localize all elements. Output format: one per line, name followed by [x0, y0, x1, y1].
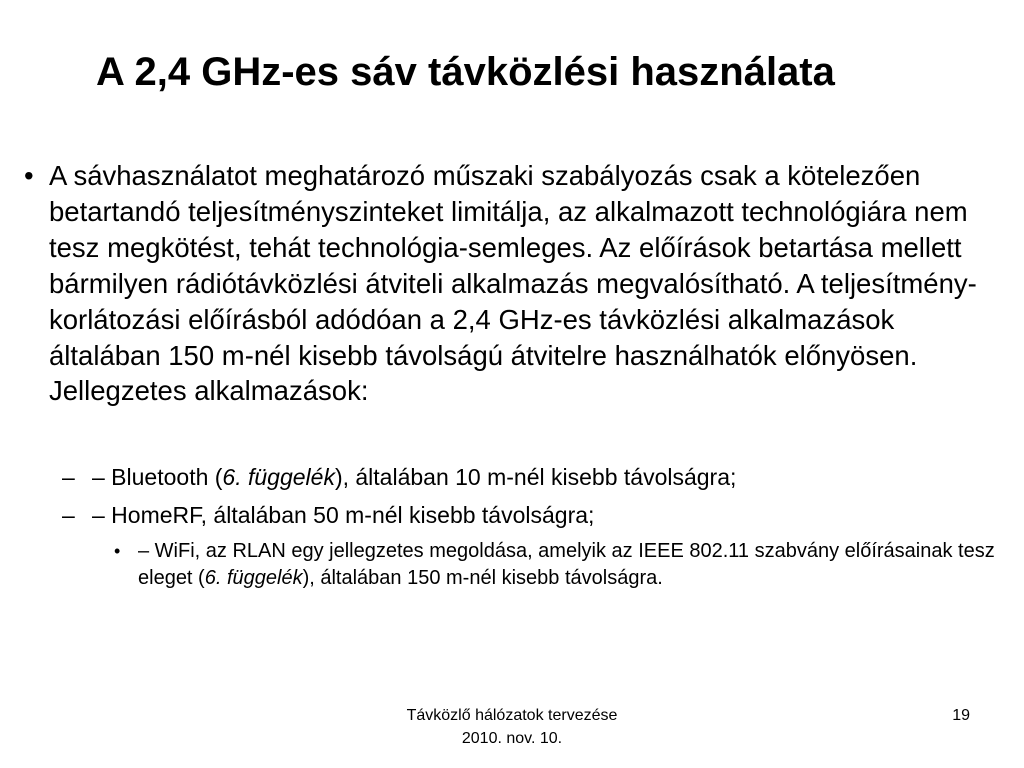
sub-sub-bullet-text: [138, 538, 1004, 591]
slide-title: A 2,4 GHz-es sáv távközlési használata: [96, 50, 835, 94]
bullet-marker: •: [24, 160, 34, 191]
main-bullet: [24, 158, 1009, 409]
sub-bullet-text: [92, 462, 962, 492]
footer: [352, 704, 672, 750]
footer-course-title: Távközlő hálózatok tervezése: [406, 707, 618, 724]
footer-date: 2010. nov. 10.: [461, 730, 563, 747]
sub-sub-bullet-wifi: [114, 538, 1004, 591]
sub-bullet-bluetooth: [62, 462, 962, 492]
dash-marker: –: [62, 502, 75, 528]
page-number: 19: [952, 707, 970, 724]
sub-sub-bullet-text-suffix: ), általában 150 m-nél kisebb távolságra.: [302, 566, 663, 589]
sub-bullet-text-prefix: – Bluetooth (: [92, 464, 223, 490]
sub-bullet-text: – HomeRF, általában 50 m-nél kisebb távolságra;: [92, 502, 595, 528]
dash-marker: –: [62, 464, 75, 490]
main-bullet-text: A sávhasználatot meghatározó műszaki szabályozás csak a kötelezően betartandó teljesítményszinteket limitálja, az alkalmazott technológiára nem tesz megkötést, tehát technológia-semleges. Az előírások betartása mellett bármilyen rádiótávközlési átviteli alkalmazás megvalósítható. A teljesítmény-korlátozási előírásból adódóan a 2,4 GHz-es távközlési alkalmazások általában 150 m-nél kisebb távolságú átvitelre használhatók előnyösen. Jellegzetes alkalmazások:: [49, 160, 977, 407]
appendix-reference: 6. függelék: [222, 464, 335, 490]
sub-bullet-homerf: [62, 500, 962, 530]
sub-sub-bullet-text-prefix: – WiFi, az RLAN egy jellegzetes megoldása, amelyik az IEEE 802.11 szabvány előírásainak tesz eleget (: [138, 540, 995, 589]
bullet-marker: •: [114, 541, 121, 561]
sub-bullet-text-suffix: ), általában 10 m-nél kisebb távolságra;: [334, 464, 737, 490]
appendix-reference: 6. függelék: [204, 566, 303, 589]
